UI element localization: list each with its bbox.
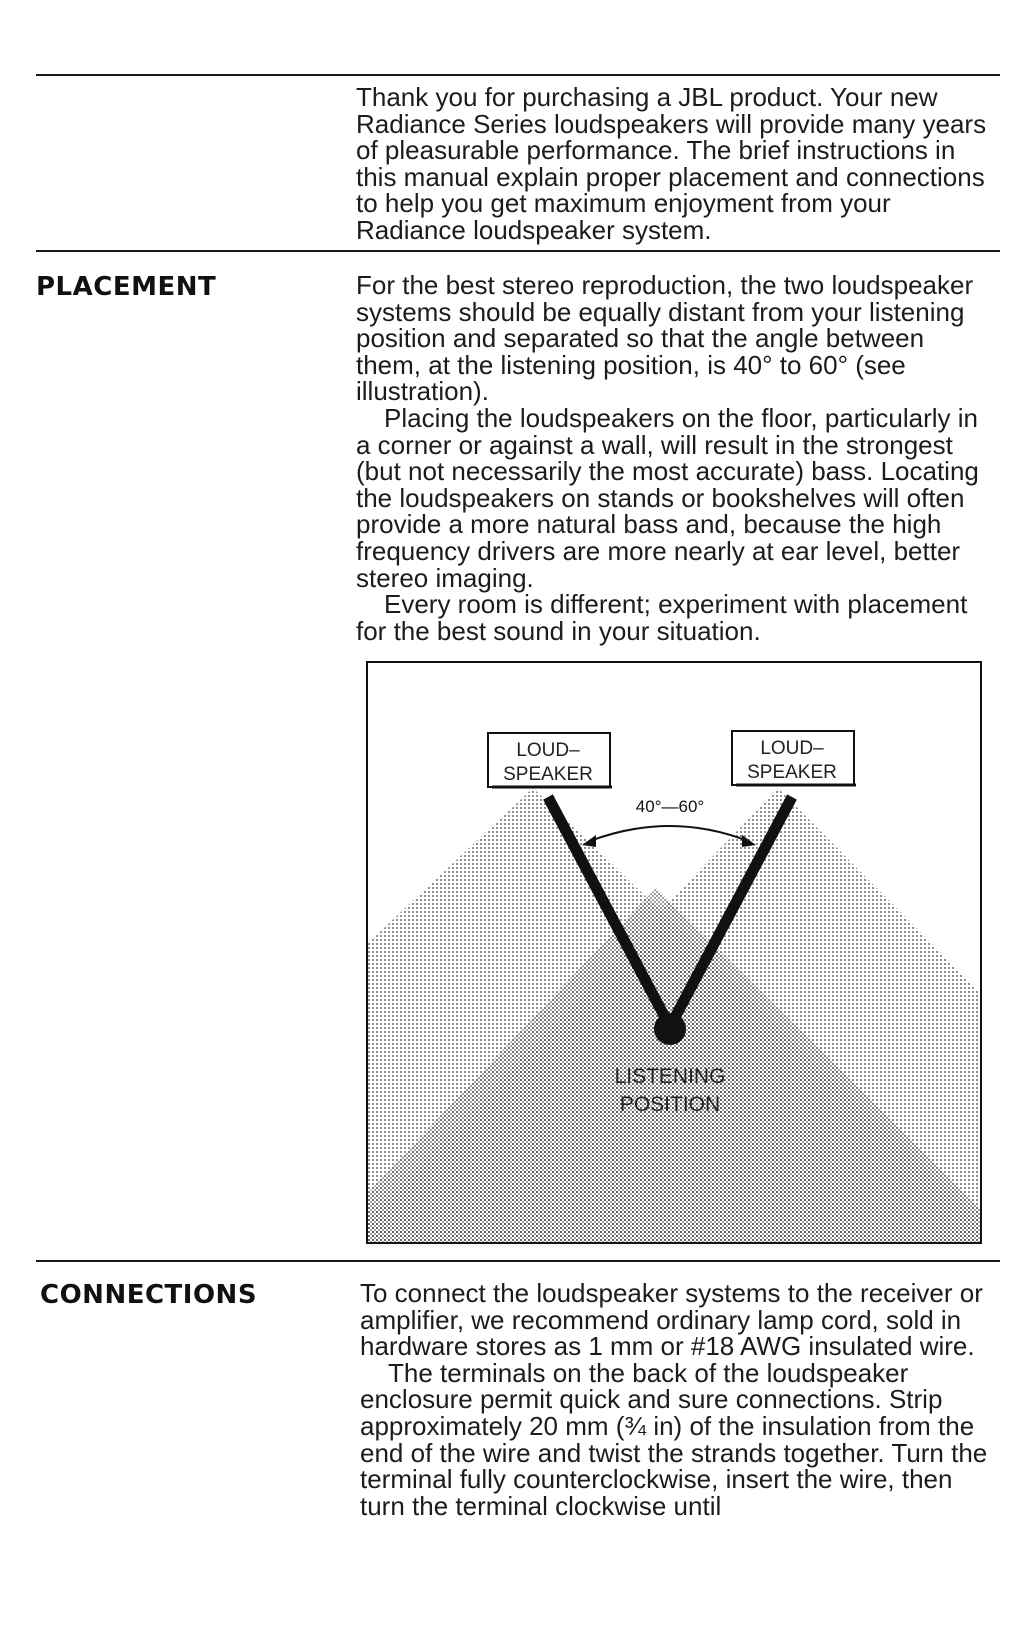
angle-arc xyxy=(590,826,748,841)
intro-paragraph xyxy=(356,84,996,244)
connections-heading: CONNECTIONS xyxy=(40,1280,258,1310)
top-rule xyxy=(36,74,1000,76)
right-speaker xyxy=(732,731,856,785)
right-speaker-label-line1: LOUD– xyxy=(760,738,824,759)
placement-body xyxy=(356,272,996,644)
placement-heading: PLACEMENT xyxy=(36,272,217,302)
connections-paragraph-2: The terminals on the back of the loudspeaker enclosure permit quick and sure connections. Strip approximately 20 mm (¾ in) of the insulation from the end of the wire and twist the strands together. Turn the terminal fully counterclockwise, insert the wire, then turn the terminal clockwise until xyxy=(360,1357,988,1521)
connections-rule xyxy=(36,1260,1000,1262)
placement-paragraph-2: Placing the loudspeakers on the floor, particularly in a corner or against a wall, will result in the strongest (but not necessarily the most accurate) bass. Locating the loudspeakers on stands or bookshelves will often provide a more natural bass and, because the high frequency drivers are more nearly at ear level, better stereo imaging. xyxy=(356,402,979,593)
listening-label-line1: LISTENING xyxy=(614,1065,726,1088)
connections-paragraph-1: To connect the loudspeaker systems to the receiver or amplifier, we recommend ordinary lamp cord, sold in hardware stores as 1 mm or #18 AWG insulated wire. xyxy=(360,1278,983,1362)
right-speaker-label-line2: SPEAKER xyxy=(747,762,837,783)
listening-position-dot xyxy=(654,1013,686,1045)
angle-label: 40°—60° xyxy=(635,797,705,816)
placement-paragraph-3: Every room is different; experiment with placement for the best sound in your situation. xyxy=(356,589,968,646)
placement-rule xyxy=(36,250,1000,252)
left-speaker-label-line1: LOUD– xyxy=(516,740,580,761)
listening-label-line2: POSITION xyxy=(619,1093,721,1116)
connections-body xyxy=(360,1280,1000,1519)
placement-illustration xyxy=(366,661,982,1244)
left-speaker-label-line2: SPEAKER xyxy=(503,764,593,785)
left-speaker xyxy=(488,733,612,787)
placement-paragraph-1: For the best stereo reproduction, the two loudspeaker systems should be equally distant from your listening position and separated so that the angle between them, at the listening position, is 40° to 60° (see illustration). xyxy=(356,270,974,407)
intro-text: Thank you for purchasing a JBL product. Your new Radiance Series loudspeakers will provide many years of pleasurable performance. The brief instructions in this manual explain proper placement and connections to help you get maximum enjoyment from your Radiance loudspeaker system. xyxy=(356,82,987,245)
